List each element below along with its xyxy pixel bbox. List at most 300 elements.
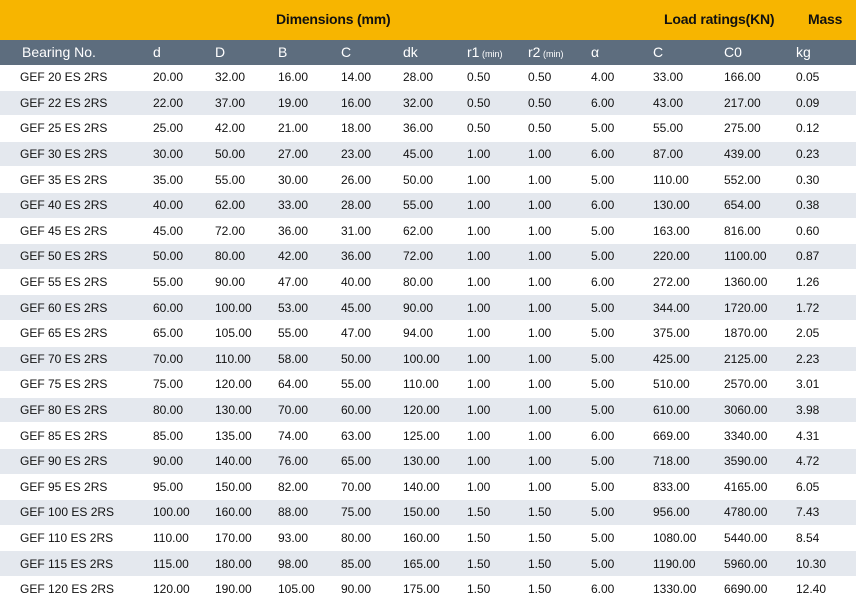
table-cell: 53.00	[278, 295, 341, 321]
table-cell: 1.50	[528, 525, 591, 551]
bearing-number-cell: GEF 55 ES 2RS	[0, 269, 153, 295]
column-header-suffix: (min)	[540, 49, 564, 59]
table-cell: 31.00	[341, 218, 403, 244]
table-cell: 4.72	[796, 448, 856, 474]
table-cell: 0.38	[796, 192, 856, 218]
table-cell: 135.00	[215, 423, 278, 449]
table-cell: 12.40	[796, 576, 856, 602]
table-cell: 100.00	[153, 500, 215, 526]
table-row	[0, 90, 856, 116]
bearing-number-cell: GEF 95 ES 2RS	[0, 474, 153, 500]
table-cell: 120.00	[403, 397, 467, 423]
table-cell: 70.00	[278, 397, 341, 423]
table-cell: 94.00	[403, 320, 467, 346]
table-row	[0, 397, 856, 423]
table-cell: 5.00	[591, 397, 653, 423]
table-cell: 55.00	[215, 167, 278, 193]
table-cell: 1870.00	[724, 320, 796, 346]
table-row	[0, 141, 856, 167]
table-cell: 36.00	[278, 218, 341, 244]
table-cell: 217.00	[724, 90, 796, 116]
bearing-number-cell: GEF 50 ES 2RS	[0, 244, 153, 270]
table-cell: 21.00	[278, 116, 341, 142]
table-cell: 0.12	[796, 116, 856, 142]
table-cell: 0.50	[528, 90, 591, 116]
table-cell: 5440.00	[724, 525, 796, 551]
table-cell: 956.00	[653, 500, 724, 526]
table-cell: 30.00	[153, 141, 215, 167]
table-cell: 6.00	[591, 141, 653, 167]
table-cell: 5.00	[591, 500, 653, 526]
table-cell: 1.00	[467, 346, 528, 372]
column-header-label: r2	[528, 44, 541, 60]
table-row	[0, 192, 856, 218]
table-cell: 3340.00	[724, 423, 796, 449]
table-cell: 160.00	[403, 525, 467, 551]
table-cell: 8.54	[796, 525, 856, 551]
table-row	[0, 423, 856, 449]
table-cell: 72.00	[215, 218, 278, 244]
table-cell: 36.00	[403, 116, 467, 142]
table-cell: 439.00	[724, 141, 796, 167]
table-cell: 0.05	[796, 65, 856, 90]
table-cell: 1.00	[467, 167, 528, 193]
table-cell: 150.00	[215, 474, 278, 500]
table-cell: 100.00	[215, 295, 278, 321]
bearing-number-cell: GEF 70 ES 2RS	[0, 346, 153, 372]
table-cell: 3.01	[796, 372, 856, 398]
table-cell: 75.00	[153, 372, 215, 398]
table-cell: 5.00	[591, 295, 653, 321]
table-cell: 19.00	[278, 90, 341, 116]
column-header-row	[0, 40, 856, 65]
table-cell: 4.31	[796, 423, 856, 449]
column-header-4	[341, 44, 351, 60]
table-cell: 1.00	[467, 141, 528, 167]
column-header-label: Bearing No.	[22, 44, 96, 60]
table-cell: 110.00	[215, 346, 278, 372]
table-cell: 1.00	[528, 397, 591, 423]
table-cell: 510.00	[653, 372, 724, 398]
column-header-3	[278, 44, 287, 60]
table-cell: 140.00	[215, 448, 278, 474]
table-cell: 1.00	[528, 320, 591, 346]
table-cell: 74.00	[278, 423, 341, 449]
table-cell: 1360.00	[724, 269, 796, 295]
table-cell: 90.00	[341, 576, 403, 602]
table-cell: 75.00	[341, 500, 403, 526]
table-cell: 1.00	[528, 346, 591, 372]
bearing-number-cell: GEF 25 ES 2RS	[0, 116, 153, 142]
table-cell: 0.30	[796, 167, 856, 193]
column-header-6	[467, 44, 502, 60]
table-cell: 5.00	[591, 372, 653, 398]
table-cell: 1.00	[467, 218, 528, 244]
table-cell: 6.00	[591, 90, 653, 116]
table-cell: 58.00	[278, 346, 341, 372]
bearing-number-cell: GEF 65 ES 2RS	[0, 320, 153, 346]
table-cell: 110.00	[653, 167, 724, 193]
table-cell: 65.00	[153, 320, 215, 346]
table-cell: 1.50	[467, 500, 528, 526]
table-cell: 5.00	[591, 244, 653, 270]
table-cell: 816.00	[724, 218, 796, 244]
table-cell: 40.00	[341, 269, 403, 295]
table-cell: 1.00	[467, 320, 528, 346]
column-header-label: C	[341, 44, 352, 60]
table-cell: 1.00	[528, 372, 591, 398]
table-cell: 45.00	[153, 218, 215, 244]
table-row	[0, 167, 856, 193]
table-cell: 63.00	[341, 423, 403, 449]
table-cell: 1.50	[528, 551, 591, 577]
table-cell: 275.00	[724, 116, 796, 142]
table-cell: 2.23	[796, 346, 856, 372]
data-table	[0, 65, 856, 602]
column-header-2	[215, 44, 225, 60]
table-cell: 425.00	[653, 346, 724, 372]
table-row	[0, 525, 856, 551]
bearing-number-cell: GEF 120 ES 2RS	[0, 576, 153, 602]
table-cell: 80.00	[153, 397, 215, 423]
table-cell: 1.00	[528, 423, 591, 449]
table-cell: 62.00	[215, 192, 278, 218]
table-cell: 140.00	[403, 474, 467, 500]
table-row	[0, 474, 856, 500]
table-cell: 0.50	[467, 116, 528, 142]
table-cell: 1.50	[467, 576, 528, 602]
table-cell: 55.00	[341, 372, 403, 398]
table-cell: 5960.00	[724, 551, 796, 577]
table-cell: 170.00	[215, 525, 278, 551]
table-row	[0, 65, 856, 90]
table-cell: 1.00	[467, 423, 528, 449]
table-cell: 1.26	[796, 269, 856, 295]
table-cell: 55.00	[653, 116, 724, 142]
table-cell: 4.00	[591, 65, 653, 90]
table-cell: 105.00	[215, 320, 278, 346]
table-cell: 5.00	[591, 116, 653, 142]
bearing-number-cell: GEF 110 ES 2RS	[0, 525, 153, 551]
table-cell: 1.00	[467, 448, 528, 474]
table-cell: 1.50	[528, 500, 591, 526]
table-row	[0, 576, 856, 602]
column-header-suffix: (min)	[479, 49, 503, 59]
table-cell: 654.00	[724, 192, 796, 218]
table-cell: 1.00	[528, 141, 591, 167]
bearing-number-cell: GEF 35 ES 2RS	[0, 167, 153, 193]
table-cell: 65.00	[341, 448, 403, 474]
table-cell: 115.00	[153, 551, 215, 577]
table-cell: 165.00	[403, 551, 467, 577]
table-cell: 5.00	[591, 167, 653, 193]
table-cell: 1100.00	[724, 244, 796, 270]
table-cell: 130.00	[653, 192, 724, 218]
table-cell: 150.00	[403, 500, 467, 526]
table-cell: 64.00	[278, 372, 341, 398]
table-cell: 669.00	[653, 423, 724, 449]
bearing-number-cell: GEF 22 ES 2RS	[0, 90, 153, 116]
table-cell: 5.00	[591, 320, 653, 346]
table-cell: 0.23	[796, 141, 856, 167]
table-cell: 552.00	[724, 167, 796, 193]
table-cell: 90.00	[403, 295, 467, 321]
dimensions-group-header: Dimensions (mm)	[276, 11, 391, 27]
group-header-bar	[0, 0, 856, 40]
table-cell: 30.00	[278, 167, 341, 193]
table-row	[0, 320, 856, 346]
table-cell: 1.72	[796, 295, 856, 321]
column-header-label: kg	[796, 44, 811, 60]
table-cell: 160.00	[215, 500, 278, 526]
table-cell: 272.00	[653, 269, 724, 295]
table-cell: 3060.00	[724, 397, 796, 423]
table-cell: 0.87	[796, 244, 856, 270]
table-cell: 16.00	[278, 65, 341, 90]
table-cell: 1.00	[528, 218, 591, 244]
table-cell: 32.00	[403, 90, 467, 116]
table-cell: 76.00	[278, 448, 341, 474]
column-header-label: C0	[724, 44, 742, 60]
table-cell: 1190.00	[653, 551, 724, 577]
table-cell: 10.30	[796, 551, 856, 577]
column-header-9	[653, 44, 663, 60]
table-cell: 5.00	[591, 474, 653, 500]
table-cell: 32.00	[215, 65, 278, 90]
table-cell: 1.00	[467, 295, 528, 321]
table-cell: 1.00	[528, 192, 591, 218]
table-cell: 93.00	[278, 525, 341, 551]
table-cell: 100.00	[403, 346, 467, 372]
table-cell: 5.00	[591, 525, 653, 551]
table-cell: 110.00	[403, 372, 467, 398]
bearing-number-cell: GEF 30 ES 2RS	[0, 141, 153, 167]
table-cell: 28.00	[403, 65, 467, 90]
table-cell: 27.00	[278, 141, 341, 167]
table-cell: 1.00	[528, 448, 591, 474]
table-cell: 4165.00	[724, 474, 796, 500]
column-header-11	[796, 44, 811, 60]
bearing-number-cell: GEF 90 ES 2RS	[0, 448, 153, 474]
table-cell: 60.00	[153, 295, 215, 321]
table-cell: 20.00	[153, 65, 215, 90]
table-cell: 3.98	[796, 397, 856, 423]
bearing-number-cell: GEF 40 ES 2RS	[0, 192, 153, 218]
column-header-label: D	[215, 44, 226, 60]
table-row	[0, 500, 856, 526]
table-cell: 1.00	[467, 192, 528, 218]
bearing-number-cell: GEF 45 ES 2RS	[0, 218, 153, 244]
bearing-number-cell: GEF 20 ES 2RS	[0, 65, 153, 90]
bearing-number-cell: GEF 85 ES 2RS	[0, 423, 153, 449]
table-row	[0, 244, 856, 270]
table-row	[0, 346, 856, 372]
table-cell: 90.00	[215, 269, 278, 295]
table-cell: 6690.00	[724, 576, 796, 602]
column-header-label: B	[278, 44, 288, 60]
table-cell: 45.00	[341, 295, 403, 321]
table-cell: 125.00	[403, 423, 467, 449]
table-cell: 23.00	[341, 141, 403, 167]
table-cell: 610.00	[653, 397, 724, 423]
table-cell: 1.00	[528, 269, 591, 295]
table-cell: 120.00	[215, 372, 278, 398]
table-cell: 40.00	[153, 192, 215, 218]
table-cell: 0.09	[796, 90, 856, 116]
table-cell: 70.00	[341, 474, 403, 500]
table-cell: 6.00	[591, 576, 653, 602]
table-cell: 833.00	[653, 474, 724, 500]
table-row	[0, 372, 856, 398]
table-cell: 1.00	[528, 295, 591, 321]
table-cell: 220.00	[653, 244, 724, 270]
table-cell: 0.50	[528, 116, 591, 142]
table-cell: 45.00	[403, 141, 467, 167]
table-cell: 1.00	[467, 269, 528, 295]
table-cell: 50.00	[341, 346, 403, 372]
table-cell: 1.00	[467, 474, 528, 500]
table-cell: 0.50	[467, 65, 528, 90]
table-cell: 98.00	[278, 551, 341, 577]
table-cell: 14.00	[341, 65, 403, 90]
load-ratings-group-header: Load ratings(KN)	[664, 11, 775, 27]
column-header-0	[22, 44, 96, 60]
bearing-number-cell: GEF 80 ES 2RS	[0, 397, 153, 423]
column-header-label: dk	[403, 44, 418, 60]
table-cell: 18.00	[341, 116, 403, 142]
column-header-8	[591, 44, 599, 60]
table-row	[0, 295, 856, 321]
table-cell: 6.00	[591, 192, 653, 218]
table-cell: 1.00	[467, 244, 528, 270]
table-cell: 2.05	[796, 320, 856, 346]
table-cell: 80.00	[215, 244, 278, 270]
table-cell: 47.00	[278, 269, 341, 295]
bearing-number-cell: GEF 60 ES 2RS	[0, 295, 153, 321]
table-cell: 16.00	[341, 90, 403, 116]
table-cell: 0.60	[796, 218, 856, 244]
column-header-5	[403, 44, 418, 60]
table-cell: 50.00	[403, 167, 467, 193]
table-cell: 42.00	[215, 116, 278, 142]
table-cell: 55.00	[278, 320, 341, 346]
column-header-label: r1	[467, 44, 480, 60]
table-cell: 80.00	[341, 525, 403, 551]
table-cell: 6.00	[591, 423, 653, 449]
column-header-7	[528, 44, 563, 60]
table-cell: 110.00	[153, 525, 215, 551]
table-cell: 82.00	[278, 474, 341, 500]
table-cell: 0.50	[528, 65, 591, 90]
column-header-label: C	[653, 44, 664, 60]
table-cell: 1.00	[528, 167, 591, 193]
table-cell: 2570.00	[724, 372, 796, 398]
table-cell: 1720.00	[724, 295, 796, 321]
table-cell: 47.00	[341, 320, 403, 346]
column-header-10	[724, 44, 742, 60]
bearing-number-cell: GEF 115 ES 2RS	[0, 551, 153, 577]
table-cell: 130.00	[215, 397, 278, 423]
table-cell: 72.00	[403, 244, 467, 270]
table-cell: 105.00	[278, 576, 341, 602]
table-cell: 3590.00	[724, 448, 796, 474]
table-cell: 42.00	[278, 244, 341, 270]
table-cell: 37.00	[215, 90, 278, 116]
table-cell: 1330.00	[653, 576, 724, 602]
table-cell: 55.00	[403, 192, 467, 218]
table-cell: 0.50	[467, 90, 528, 116]
table-cell: 130.00	[403, 448, 467, 474]
table-cell: 60.00	[341, 397, 403, 423]
table-cell: 43.00	[653, 90, 724, 116]
column-header-label: α	[591, 44, 600, 60]
table-cell: 344.00	[653, 295, 724, 321]
table-cell: 25.00	[153, 116, 215, 142]
table-cell: 1.00	[467, 372, 528, 398]
table-cell: 7.43	[796, 500, 856, 526]
table-cell: 33.00	[653, 65, 724, 90]
table-row	[0, 116, 856, 142]
table-cell: 50.00	[153, 244, 215, 270]
table-cell: 5.00	[591, 448, 653, 474]
table-cell: 36.00	[341, 244, 403, 270]
table-cell: 6.00	[591, 269, 653, 295]
table-cell: 88.00	[278, 500, 341, 526]
table-cell: 1.00	[528, 474, 591, 500]
table-cell: 5.00	[591, 218, 653, 244]
table-cell: 166.00	[724, 65, 796, 90]
table-cell: 4780.00	[724, 500, 796, 526]
table-cell: 375.00	[653, 320, 724, 346]
table-cell: 70.00	[153, 346, 215, 372]
table-cell: 95.00	[153, 474, 215, 500]
table-cell: 80.00	[403, 269, 467, 295]
table-row	[0, 551, 856, 577]
table-cell: 55.00	[153, 269, 215, 295]
mass-group-header: Mass	[808, 11, 843, 27]
table-cell: 180.00	[215, 551, 278, 577]
table-cell: 85.00	[341, 551, 403, 577]
table-cell: 1.50	[467, 525, 528, 551]
table-row	[0, 269, 856, 295]
column-header-1	[153, 44, 161, 60]
table-row	[0, 448, 856, 474]
table-row	[0, 218, 856, 244]
bearing-number-cell: GEF 100 ES 2RS	[0, 500, 153, 526]
table-cell: 85.00	[153, 423, 215, 449]
table-cell: 5.00	[591, 551, 653, 577]
table-cell: 6.05	[796, 474, 856, 500]
column-header-label: d	[153, 44, 161, 60]
table-cell: 28.00	[341, 192, 403, 218]
table-cell: 1.00	[467, 397, 528, 423]
table-cell: 120.00	[153, 576, 215, 602]
table-cell: 1.50	[467, 551, 528, 577]
table-cell: 33.00	[278, 192, 341, 218]
table-cell: 1080.00	[653, 525, 724, 551]
table-cell: 35.00	[153, 167, 215, 193]
table-cell: 175.00	[403, 576, 467, 602]
table-cell: 2125.00	[724, 346, 796, 372]
table-cell: 1.50	[528, 576, 591, 602]
table-cell: 26.00	[341, 167, 403, 193]
table-cell: 62.00	[403, 218, 467, 244]
table-cell: 22.00	[153, 90, 215, 116]
table-cell: 190.00	[215, 576, 278, 602]
table-cell: 87.00	[653, 141, 724, 167]
bearing-number-cell: GEF 75 ES 2RS	[0, 372, 153, 398]
table-cell: 50.00	[215, 141, 278, 167]
